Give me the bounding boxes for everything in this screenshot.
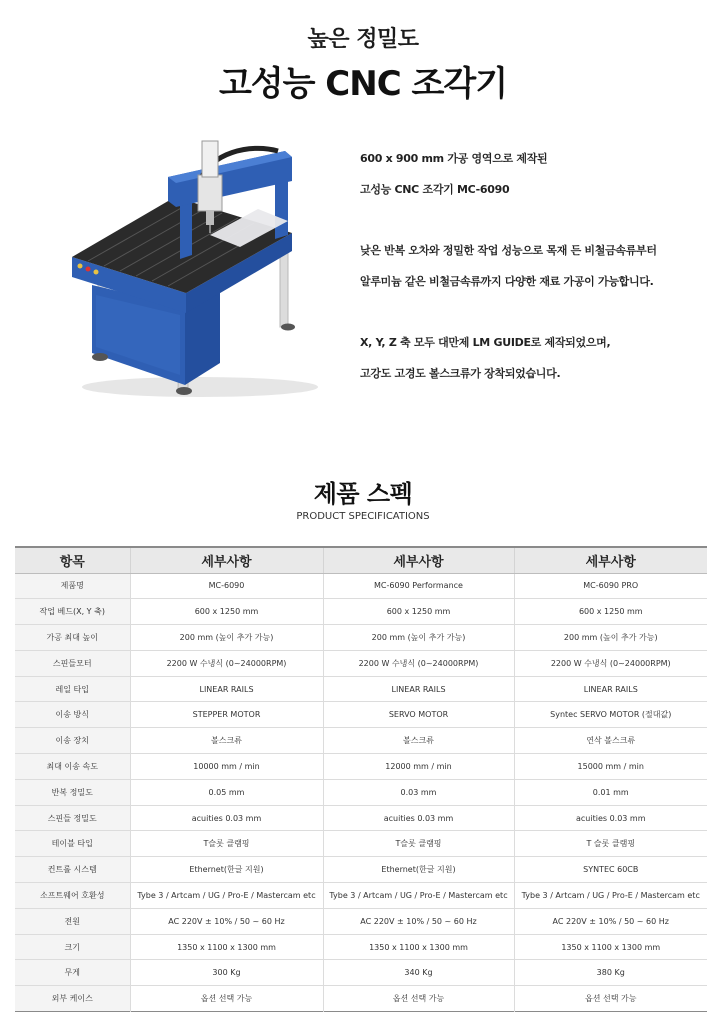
spec-label-cell: 테이블 타입 (15, 831, 130, 857)
spec-value-cell: T 슬롯 클램핑 (514, 831, 707, 857)
spec-value-cell: MC-6090 PRO (514, 573, 707, 599)
spec-value-cell: Syntec SERVO MOTOR (절대값) (514, 702, 707, 728)
spec-label-cell: 전원 (15, 908, 130, 934)
specs-subtitle: PRODUCT SPECIFICATIONS (296, 511, 430, 522)
spec-value-cell: 12000 mm / min (323, 754, 514, 780)
table-row (15, 754, 707, 780)
spec-value-cell: MC-6090 (130, 573, 323, 599)
spec-label-cell: 스핀들모터 (15, 650, 130, 676)
spec-value-cell: AC 220V ± 10% / 50 ~ 60 Hz (130, 908, 323, 934)
spec-label-cell: 제품명 (15, 573, 130, 599)
spec-label-cell: 작업 베드(X, Y 축) (15, 599, 130, 625)
spec-value-cell: 옵션 선택 가능 (323, 986, 514, 1012)
spec-value-cell: 연삭 볼스크류 (514, 728, 707, 754)
spec-value-cell: 1350 x 1100 x 1300 mm (323, 934, 514, 960)
spec-label-cell: 이송 방식 (15, 702, 130, 728)
spec-value-cell: 15000 mm / min (514, 754, 707, 780)
spec-value-cell: 0.03 mm (323, 779, 514, 805)
table-row (15, 728, 707, 754)
header-item: 항목 (15, 547, 130, 573)
spec-label-cell: 최대 이송 속도 (15, 754, 130, 780)
header-detail-2: 세부사항 (323, 547, 514, 573)
spec-value-cell: 1350 x 1100 x 1300 mm (130, 934, 323, 960)
spec-value-cell: 600 x 1250 mm (130, 599, 323, 625)
spec-value-cell: 600 x 1250 mm (514, 599, 707, 625)
table-row (15, 908, 707, 934)
spec-value-cell: SYNTEC 60CB (514, 857, 707, 883)
spec-value-cell: Tybe 3 / Artcam / UG / Pro-E / Mastercam etc (130, 883, 323, 909)
spec-value-cell: 옵션 선택 가능 (130, 986, 323, 1012)
spec-value-cell: 380 Kg (514, 960, 707, 986)
table-row (15, 934, 707, 960)
spec-value-cell: 200 mm (높이 추가 가능) (130, 625, 323, 651)
spec-label-cell: 컨트롤 시스템 (15, 857, 130, 883)
spec-value-cell: LINEAR RAILS (323, 676, 514, 702)
table-row (15, 831, 707, 857)
spec-value-cell: SERVO MOTOR (323, 702, 514, 728)
spec-label-cell: 반복 정밀도 (15, 779, 130, 805)
spec-value-cell: Ethernet(한글 지원) (323, 857, 514, 883)
spec-header-row (15, 547, 707, 573)
spec-value-cell: 볼스크류 (323, 728, 514, 754)
spec-label-cell: 이송 장치 (15, 728, 130, 754)
table-row (15, 650, 707, 676)
spec-value-cell: LINEAR RAILS (130, 676, 323, 702)
description-line-6: 고강도 고경도 볼스크류가 장착되었습니다. (360, 367, 561, 380)
cnc-engraver-machine-icon (60, 135, 330, 405)
table-row (15, 857, 707, 883)
table-row (15, 702, 707, 728)
spec-value-cell: 0.01 mm (514, 779, 707, 805)
table-row (15, 883, 707, 909)
table-row (15, 986, 707, 1012)
description-line-1: 600 x 900 mm 가공 영역으로 제작된 (360, 152, 548, 165)
hero-subtitle: 높은 정밀도 (307, 27, 419, 52)
spec-value-cell: 옵션 선택 가능 (514, 986, 707, 1012)
table-row (15, 805, 707, 831)
hero-title: 고성능 CNC 조각기 (218, 64, 508, 104)
table-row (15, 960, 707, 986)
spec-value-cell: 10000 mm / min (130, 754, 323, 780)
spec-label-cell: 레일 타입 (15, 676, 130, 702)
spec-value-cell: 600 x 1250 mm (323, 599, 514, 625)
product-description (360, 152, 700, 398)
spec-value-cell: 볼스크류 (130, 728, 323, 754)
header-detail-3: 세부사항 (514, 547, 707, 573)
spec-value-cell: STEPPER MOTOR (130, 702, 323, 728)
spec-value-cell: acuities 0.03 mm (323, 805, 514, 831)
spec-value-cell: 2200 W 수냉식 (0~24000RPM) (514, 650, 707, 676)
spec-value-cell: 2200 W 수냉식 (0~24000RPM) (323, 650, 514, 676)
spec-label-cell: 크기 (15, 934, 130, 960)
spec-value-cell: acuities 0.03 mm (130, 805, 323, 831)
spec-value-cell: T슬롯 클램핑 (130, 831, 323, 857)
spec-value-cell: Tybe 3 / Artcam / UG / Pro-E / Mastercam etc (323, 883, 514, 909)
hero-section (0, 0, 726, 460)
spec-table (15, 546, 707, 1012)
spec-value-cell: AC 220V ± 10% / 50 ~ 60 Hz (323, 908, 514, 934)
spec-value-cell: acuities 0.03 mm (514, 805, 707, 831)
spec-label-cell: 가공 최대 높이 (15, 625, 130, 651)
spec-value-cell: 2200 W 수냉식 (0~24000RPM) (130, 650, 323, 676)
spec-value-cell: LINEAR RAILS (514, 676, 707, 702)
spec-value-cell: 340 Kg (323, 960, 514, 986)
spec-label-cell: 외부 케이스 (15, 986, 130, 1012)
spec-label-cell: 스핀들 정밀도 (15, 805, 130, 831)
spec-value-cell: MC-6090 Performance (323, 573, 514, 599)
spec-value-cell: 200 mm (높이 추가 가능) (323, 625, 514, 651)
spec-value-cell: 200 mm (높이 추가 가능) (514, 625, 707, 651)
table-row (15, 779, 707, 805)
spec-label-cell: 무게 (15, 960, 130, 986)
header-detail-1: 세부사항 (130, 547, 323, 573)
spec-value-cell: Tybe 3 / Artcam / UG / Pro-E / Mastercam etc (514, 883, 707, 909)
spec-value-cell: 1350 x 1100 x 1300 mm (514, 934, 707, 960)
table-row (15, 625, 707, 651)
spec-value-cell: AC 220V ± 10% / 50 ~ 60 Hz (514, 908, 707, 934)
table-row (15, 573, 707, 599)
spec-value-cell: 0.05 mm (130, 779, 323, 805)
description-line-5: X, Y, Z 축 모두 대만제 LM GUIDE로 제작되었으며, (360, 336, 611, 349)
spec-label-cell: 소프트웨어 호환성 (15, 883, 130, 909)
description-line-2: 고성능 CNC 조각기 MC-6090 (360, 183, 510, 196)
description-line-4: 알루미늄 같은 비철금속류까지 다양한 재료 가공이 가능합니다. (360, 275, 654, 288)
table-row (15, 676, 707, 702)
description-line-3: 낮은 반복 오차와 정밀한 작업 성능으로 목재 든 비철금속류부터 (360, 244, 657, 257)
specs-title: 제품 스펙 (313, 480, 413, 508)
spec-value-cell: Ethernet(한글 지원) (130, 857, 323, 883)
table-row (15, 599, 707, 625)
spec-value-cell: 300 Kg (130, 960, 323, 986)
spec-value-cell: T슬롯 클램핑 (323, 831, 514, 857)
